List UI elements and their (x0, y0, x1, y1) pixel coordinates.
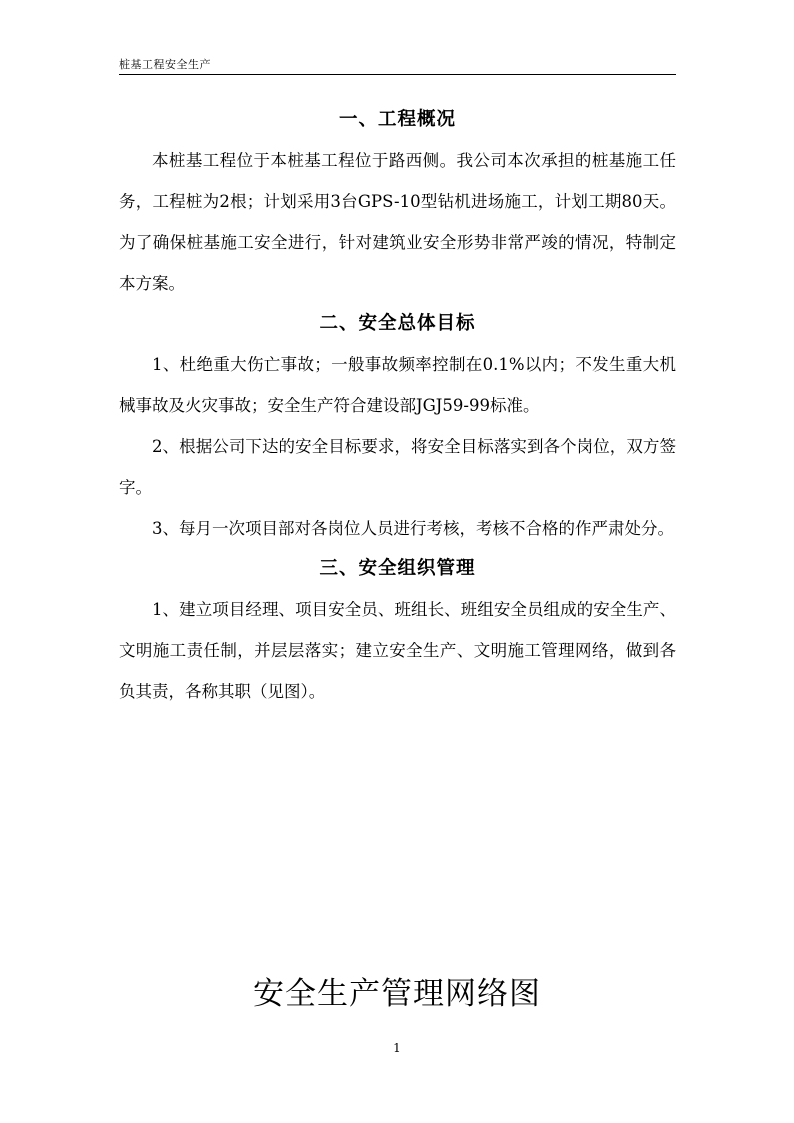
section-heading-safety-goals: 二、安全总体目标 (319, 313, 476, 334)
network-diagram-title: 安全生产管理网络图 (253, 976, 541, 1012)
page-header (119, 54, 676, 75)
header-title: 桩基工程安全生产 (119, 58, 211, 71)
page-number: 1 (393, 1041, 401, 1055)
safety-organization-item-1: 1、建立项目经理、项目安全员、班组长、班组安全员组成的安全生产、文明施工责任制，并层层落实；建立安全生产、文明施工管理网络，做到各负其责，各称其职（见图）。 (119, 600, 676, 701)
section-heading-overview: 一、工程概况 (338, 109, 456, 130)
overview-paragraph: 本桩基工程位于本桩基工程位于路西侧。我公司本次承担的桩基施工任务，工程桩为2根；计划采用3台GPS-10型钻机进场施工，计划工期80天。为了确保桩基施工安全进行，针对建筑业安全形势非常严竣的情况，特制定本方案。 (119, 151, 676, 293)
section-heading-safety-organization: 三、安全组织管理 (319, 558, 476, 579)
safety-goal-item-1: 1、杜绝重大伤亡事故；一般事故频率控制在0.1%以内；不发生重大机械事故及火灾事故；安全生产符合建设部JGJ59-99标准。 (119, 355, 676, 415)
safety-goal-item-3: 3、每月一次项目部对各岗位人员进行考核，考核不合格的作严肃处分。 (152, 519, 674, 538)
document-body (119, 100, 676, 712)
safety-goal-item-2: 2、根据公司下达的安全目标要求，将安全目标落实到各个岗位，双方签字。 (119, 437, 676, 497)
